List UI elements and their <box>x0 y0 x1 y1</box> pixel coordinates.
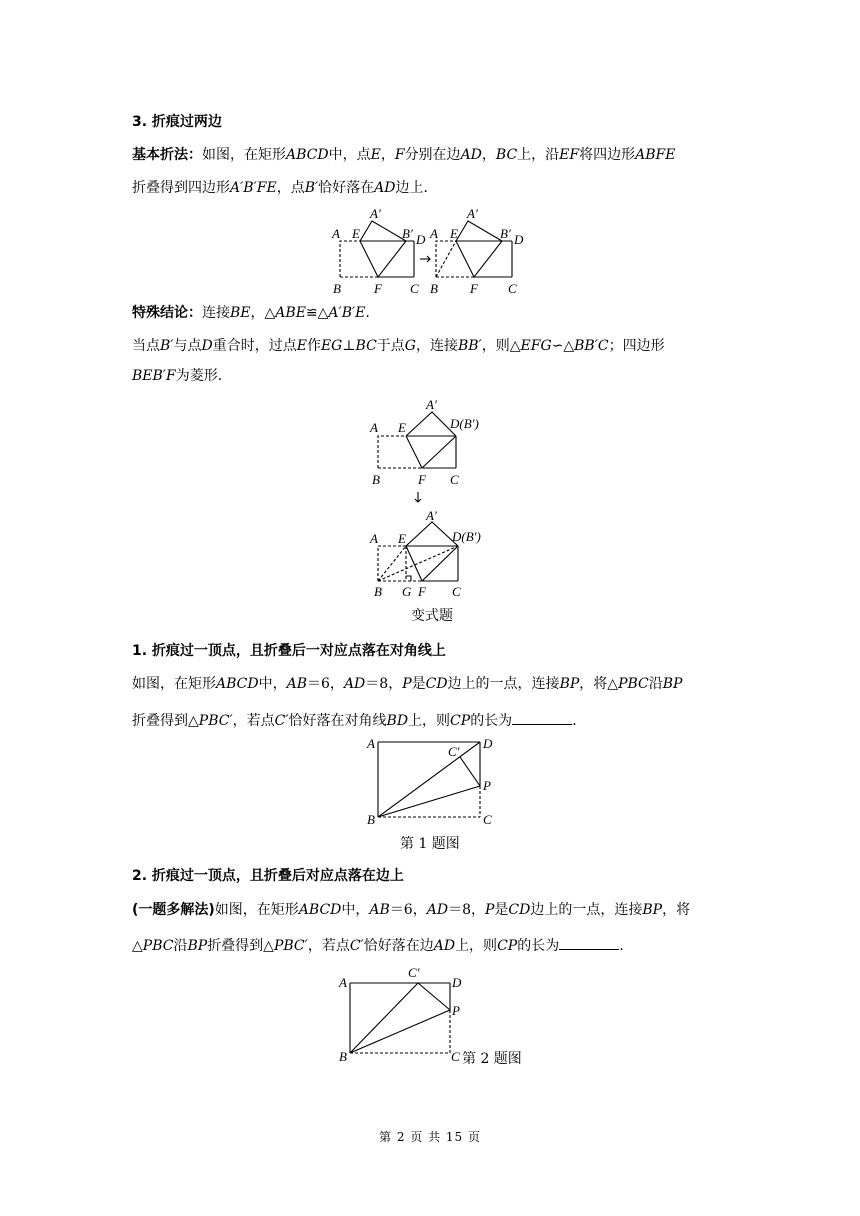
answer-blank[interactable] <box>512 710 572 725</box>
label-b: B <box>374 584 382 599</box>
text: 边上． <box>395 180 438 196</box>
coincide-line <box>132 336 665 356</box>
text: ，则△ <box>481 338 521 354</box>
text: A′B′E <box>328 305 366 321</box>
text: E <box>370 147 381 163</box>
text: EFG <box>520 338 552 354</box>
label-a: A <box>339 975 347 990</box>
text: AB <box>286 676 308 692</box>
text: 折叠得到△ <box>207 938 274 954</box>
text: CD <box>508 902 531 918</box>
text: 中， <box>341 902 370 918</box>
crease-bp <box>378 786 480 817</box>
crease-bp <box>350 1010 450 1053</box>
text: BP <box>559 676 580 692</box>
text: BC <box>355 338 377 354</box>
text: 恰好落在对角线 <box>288 713 387 729</box>
label-c: C <box>410 281 419 296</box>
text: 边上的一点，连接 <box>530 902 643 918</box>
text: AB <box>369 902 390 918</box>
text: 于点 <box>376 338 405 354</box>
text: ，若点 <box>232 713 275 729</box>
text: 沿 <box>173 938 188 954</box>
text: CD <box>425 676 448 692</box>
text: ，连接 <box>415 338 458 354</box>
label-a1: A′ <box>426 508 437 523</box>
fold-edge <box>360 221 406 241</box>
text: 作 <box>306 338 321 354</box>
text: AD <box>460 147 482 163</box>
label-g: G <box>402 584 412 599</box>
label-a1: A′ <box>426 397 437 412</box>
text: BP <box>662 676 683 692</box>
label-p: P <box>483 778 491 793</box>
label-c: C <box>452 584 461 599</box>
label-a1: A′ <box>370 206 381 221</box>
label-f: F <box>374 281 382 296</box>
text: 沿 <box>648 676 663 692</box>
text: P <box>402 676 412 692</box>
diagonal-bd <box>378 742 480 817</box>
text: 上，则 <box>408 713 451 729</box>
label-c: C <box>450 472 459 487</box>
label-d: D <box>416 232 426 247</box>
text: 上，则 <box>455 938 498 954</box>
text: 恰好落在边 <box>363 938 434 954</box>
text: BD <box>386 713 409 729</box>
label-d: D <box>514 232 524 247</box>
problem2-title: 2. 折痕过一顶点，且折叠后对应点落在边上 <box>132 868 404 884</box>
dashed-bb1 <box>378 546 458 581</box>
text: BB′ <box>457 338 482 354</box>
text: E <box>296 338 307 354</box>
text: 是 <box>494 902 509 918</box>
text: ， <box>380 147 395 163</box>
method-line-1 <box>132 145 675 165</box>
label-b: B <box>367 812 375 827</box>
text: B′ <box>304 180 319 196</box>
text: . <box>572 713 577 729</box>
text: ，若点 <box>307 938 350 954</box>
text: 的长为 <box>470 713 513 729</box>
text: PBC <box>618 676 649 692</box>
label-b1: B′ <box>402 226 413 241</box>
dashed-edge <box>340 241 360 277</box>
text: 如图，在矩形 <box>202 147 286 163</box>
fold-edge <box>406 546 458 581</box>
fold-edge <box>406 436 456 468</box>
text: 重合时，过点 <box>212 338 297 354</box>
label-f: F <box>418 472 426 487</box>
text: ＝6， <box>389 902 427 918</box>
text: 上，沿 <box>517 147 560 163</box>
label-a: A <box>430 226 438 241</box>
edge-c1p <box>460 757 480 786</box>
label-d: D <box>483 736 493 751</box>
text: △ <box>132 938 143 954</box>
text: ABCD <box>216 676 259 692</box>
dashed-be <box>378 546 406 581</box>
text: A′B′FE <box>230 180 277 196</box>
edge-c1p <box>418 983 450 1010</box>
problem2-figure <box>334 960 474 1066</box>
text: CP <box>450 713 471 729</box>
text: ，将△ <box>579 676 619 692</box>
text: AD <box>343 676 366 692</box>
problem1-figure <box>364 734 504 830</box>
edge-bc1 <box>350 983 418 1053</box>
fold-edge <box>456 241 502 277</box>
text: BEB′F <box>132 368 176 384</box>
text: ∽△ <box>551 338 575 354</box>
text: B′ <box>160 338 174 354</box>
dashed-edge <box>378 436 406 468</box>
text: ⊥ <box>342 338 356 354</box>
label-b: B <box>333 281 341 296</box>
rhombus-line <box>132 366 232 386</box>
text: . <box>365 305 370 321</box>
section-title: 3. 折痕过两边 <box>132 114 222 130</box>
text: 恰好落在 <box>318 180 375 196</box>
text: 如图，在矩形 <box>132 676 216 692</box>
coincide-figure <box>368 396 498 601</box>
label-c: C <box>483 812 492 827</box>
answer-blank[interactable] <box>559 935 619 950</box>
label-a1: A′ <box>467 206 478 221</box>
method-line-2 <box>132 178 438 198</box>
page-footer: 第 2 页 共 15 页 <box>379 1130 481 1144</box>
text: 中，点 <box>328 147 371 163</box>
right-angle-mark <box>406 576 411 581</box>
text: ；四边形 <box>608 338 665 354</box>
text: ≌△ <box>305 305 329 321</box>
label-c: C <box>451 1049 460 1064</box>
label-f: F <box>470 281 478 296</box>
text: D <box>201 338 213 354</box>
text: PBC′ <box>273 938 308 954</box>
label-c1: C′ <box>408 965 420 980</box>
label-e: E <box>352 226 360 241</box>
label-b: B <box>372 472 380 487</box>
label-db1: D(B′) <box>452 529 481 544</box>
variant-caption: 变式题 <box>411 608 453 624</box>
text: 连接 <box>202 305 230 321</box>
text: ABCD <box>286 147 329 163</box>
fold-edge <box>360 241 406 277</box>
label-p: P <box>452 1003 460 1018</box>
dashed-be <box>436 241 456 277</box>
text: 折叠得到四边形 <box>132 180 230 196</box>
special-label: 特殊结论： <box>132 305 202 321</box>
text: 为菱形． <box>175 368 232 384</box>
label-e: E <box>450 226 458 241</box>
text: ABCD <box>298 902 342 918</box>
label-b1: B′ <box>500 226 511 241</box>
text: PBC <box>142 938 174 954</box>
special-line <box>132 303 370 323</box>
text: 折叠得到△ <box>132 713 199 729</box>
label-a: A <box>367 736 375 751</box>
text: 将四边形 <box>579 147 636 163</box>
text: (一题多解法) <box>132 902 215 918</box>
label-a: A <box>332 226 340 241</box>
text: G <box>404 338 416 354</box>
text: PBC′ <box>198 713 233 729</box>
fold-edge <box>456 221 502 241</box>
problem1-line-2 <box>132 710 577 731</box>
text: ，点 <box>276 180 305 196</box>
label-e: E <box>398 420 406 435</box>
text: 与点 <box>173 338 202 354</box>
label-c: C <box>508 281 517 296</box>
label-b: B <box>339 1049 347 1064</box>
text: ＝6， <box>307 676 344 692</box>
problem1-title: 1. 折痕过一顶点，且折叠后一对应点落在对角线上 <box>132 643 446 659</box>
text: ， <box>481 147 496 163</box>
text: 的长为 <box>517 938 560 954</box>
text: C′ <box>274 713 289 729</box>
text: P <box>485 902 495 918</box>
text: 边上的一点，连接 <box>447 676 560 692</box>
text: CP <box>497 938 518 954</box>
text: ，将 <box>662 902 691 918</box>
text: F <box>394 147 405 163</box>
label-c1: C′ <box>448 744 460 759</box>
text: ＝8， <box>365 676 403 692</box>
label-d: D <box>452 975 462 990</box>
text: AD <box>374 180 396 196</box>
text: BE <box>230 305 251 321</box>
text: AD <box>433 938 456 954</box>
problem1-line-1 <box>132 674 682 694</box>
label-db1: D(B′) <box>450 416 479 431</box>
text: BP <box>642 902 663 918</box>
text: . <box>619 938 624 954</box>
label-b: B <box>430 281 438 296</box>
basic-fold-figure <box>330 205 530 297</box>
label-a: A <box>370 531 378 546</box>
text: 是 <box>411 676 426 692</box>
text: EG <box>320 338 343 354</box>
text: BB′C <box>574 338 609 354</box>
text: 中， <box>258 676 287 692</box>
text: BC <box>495 147 518 163</box>
method-label: 基本折法： <box>132 147 202 163</box>
problem2-line-1 <box>132 900 690 920</box>
text: C′ <box>349 938 364 954</box>
label-a: A <box>370 420 378 435</box>
text: 当点 <box>132 338 160 354</box>
text: ，△ <box>250 305 276 321</box>
fold-edge <box>406 412 456 436</box>
text: ＝8， <box>448 902 485 918</box>
text: EF <box>559 147 580 163</box>
problem1-caption: 第 1 题图 <box>400 836 460 852</box>
text: 分别在边 <box>404 147 461 163</box>
label-f: F <box>418 584 426 599</box>
text: BP <box>187 938 208 954</box>
text: ABFE <box>635 147 676 163</box>
text: 如图，在矩形 <box>214 902 299 918</box>
problem2-line-2 <box>132 935 624 956</box>
label-e: E <box>398 531 406 546</box>
fold-edge <box>406 522 458 546</box>
text: ABE <box>275 305 306 321</box>
problem2-caption: 第 2 题图 <box>462 1051 522 1067</box>
text: AD <box>426 902 449 918</box>
